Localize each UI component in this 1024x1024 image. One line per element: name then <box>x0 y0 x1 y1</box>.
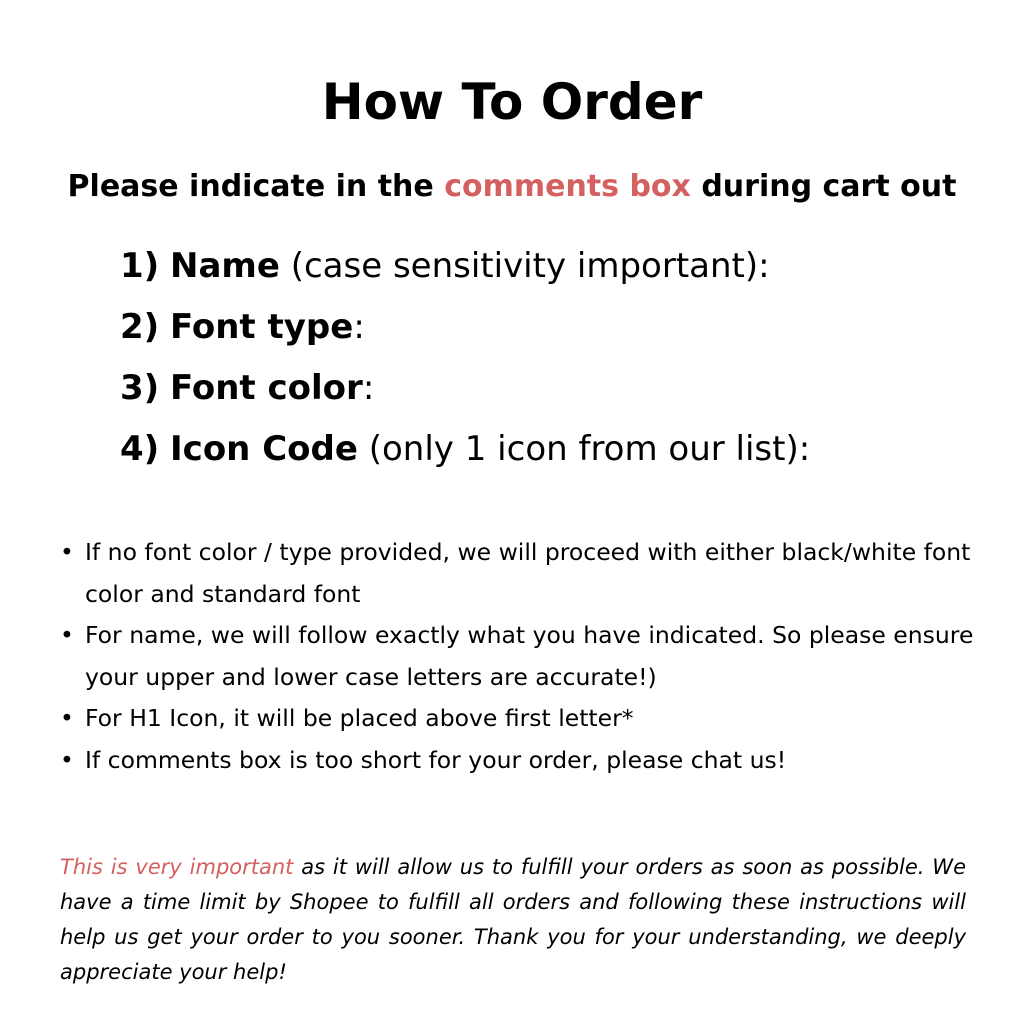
order-steps-list <box>120 236 1000 480</box>
important-highlight: This is very important <box>60 855 294 879</box>
step-number: 4) <box>120 429 160 469</box>
note-text: If comments box is too short for your order, please chat us! <box>85 745 787 774</box>
step-font-type <box>120 297 1000 358</box>
step-detail: : <box>353 307 365 347</box>
note-text: If no font color / type provided, we will proceed with either black/white font color and standard font <box>85 538 971 608</box>
step-label: Font type <box>170 307 354 347</box>
note-text: For name, we will follow exactly what you have indicated. So please ensure your upper and lower case letters are accurate!) <box>85 621 974 691</box>
order-notes-list <box>58 532 998 781</box>
bullet-icon: • <box>60 538 74 566</box>
step-detail: (case sensitivity important): <box>279 246 770 286</box>
list-item <box>58 740 998 782</box>
step-label: Icon Code <box>170 429 358 469</box>
step-number: 1) <box>120 246 160 286</box>
page-title: How To Order <box>321 73 703 131</box>
closing-paragraph <box>60 850 966 990</box>
step-detail: (only 1 icon from our list): <box>357 429 811 469</box>
step-number: 2) <box>120 307 160 347</box>
bullet-icon: • <box>60 704 74 732</box>
step-detail: : <box>362 368 375 408</box>
list-item <box>58 698 998 740</box>
closing-text: as it will allow us to fulfill your orders as soon as possible. We have a time limit by Shopee to fulfill all orders and following these instructions will help us get your order to you sooner. Thank you for your understanding, we deeply appreciate your help! <box>60 855 966 984</box>
step-name <box>120 236 1000 297</box>
step-label: Name <box>170 246 280 286</box>
step-label: Font color <box>170 368 363 408</box>
note-text: For H1 Icon, it will be placed above first letter* <box>85 704 634 732</box>
list-item <box>58 615 998 698</box>
bullet-icon: • <box>60 621 74 649</box>
list-item <box>58 532 998 615</box>
subtitle-text-before: Please indicate in the <box>67 169 445 204</box>
instruction-subtitle <box>0 166 1024 208</box>
bullet-icon: • <box>60 745 74 774</box>
step-number: 3) <box>120 368 160 408</box>
subtitle-text-after: during cart out <box>690 169 957 204</box>
step-font-color <box>120 358 1000 419</box>
step-icon-code <box>120 419 1000 480</box>
comments-box-highlight: comments box <box>444 169 691 204</box>
